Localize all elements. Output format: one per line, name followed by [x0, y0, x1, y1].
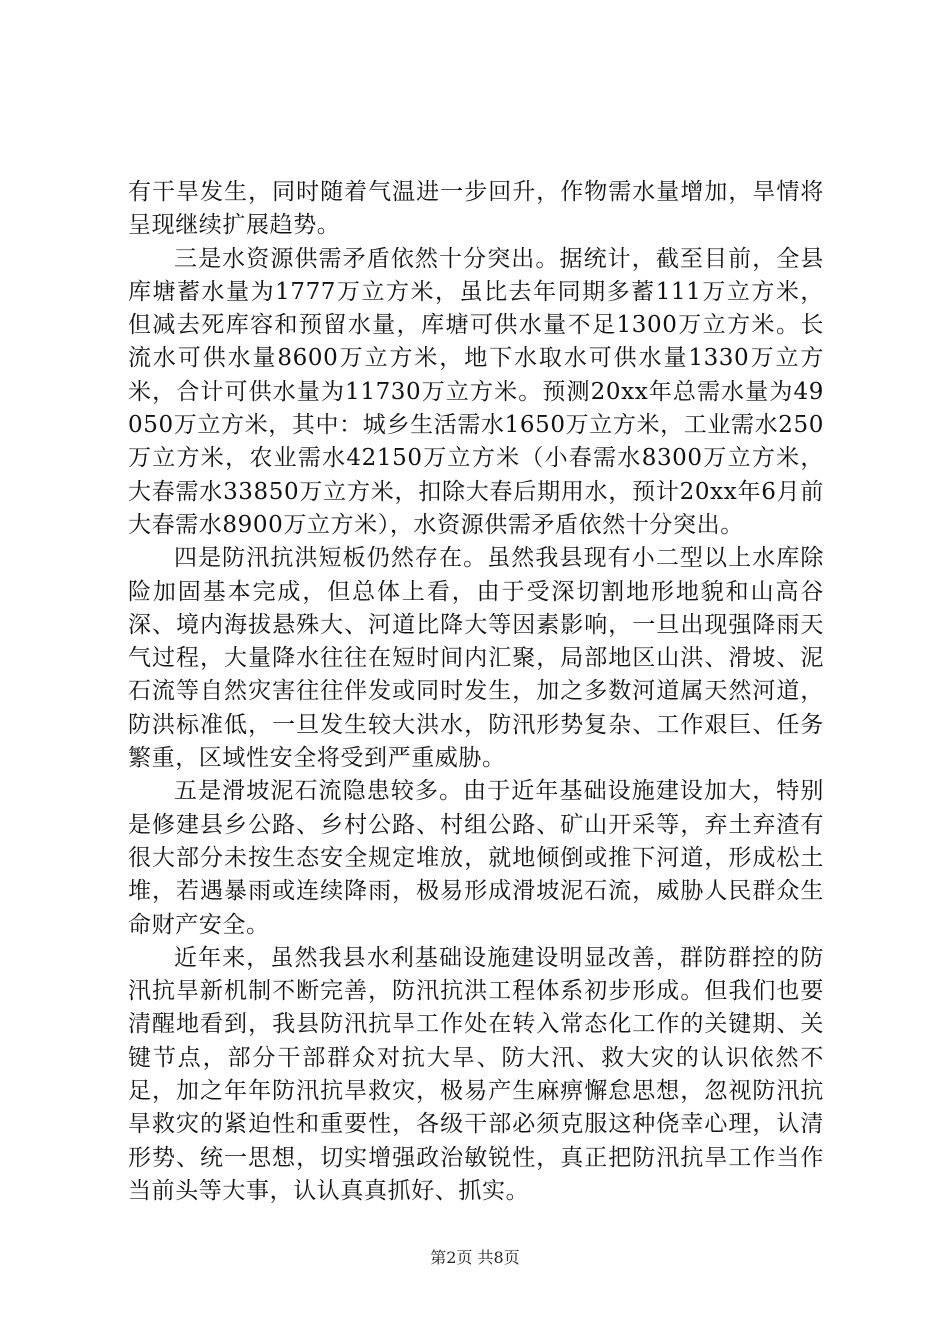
paragraph: 四是防汛抗洪短板仍然存在。虽然我县现有小二型以上水库除险加固基本完成，但总体上看，由于受深切割地形地貌和山高谷深、境内海拔悬殊大、河道比降大等因素影响，一旦出现强降雨天气过程，大量降水往往在短时间内汇聚，局部地区山洪、滑坡、泥石流等自然灾害往往伴发或同时发生，加之多数河道属天然河道，防洪标准低，一旦发生较大洪水，防汛形势复杂、工作艰巨、任务繁重，区域性安全将受到严重威胁。 — [128, 545, 824, 772]
document-body — [128, 176, 824, 1208]
paragraph: 有干旱发生，同时随着气温进一步回升，作物需水量增加，旱情将呈现继续扩展趋势。 — [128, 179, 824, 239]
paragraph: 五是滑坡泥石流隐患较多。由于近年基础设施建设加大，特别是修建县乡公路、乡村公路、村组公路、矿山开采等，弃土弃渣有很大部分未按生态安全规定堆放，就地倾倒或推下河道，形成松土堆，若遇暴雨或连续降雨，极易形成滑坡泥石流，威胁人民群众生命财产安全。 — [128, 778, 824, 938]
paragraph: 三是水资源供需矛盾依然十分突出。据统计，截至目前，全县库塘蓄水量为1777万立方米，虽比去年同期多蓄111万立方米，但减去死库容和预留水量，库塘可供水量不足1300万立方米。长流水可供水量8600万立方米，地下水取水可供水量1330万立方米，合计可供水量为11730万立方米。预测20xx年总需水量为49050万立方米，其中：城乡生活需水1650万立方米，工业需水250万立方米，农业需水42150万立方米（小春需水8300万立方米，大春需水33850万立方米，扣除大春后期用水，预计20xx年6月前大春需水8900万立方米），水资源供需矛盾依然十分突出。 — [128, 245, 824, 538]
paragraph: 近年来，虽然我县水利基础设施建设明显改善，群防群控的防汛抗旱新机制不断完善，防汛抗洪工程体系初步形成。但我们也要清醒地看到，我县防汛抗旱工作处在转入常态化工作的关键期、关键节点，部分干部群众对抗大旱、防大汛、救大灾的认识依然不足，加之年年防汛抗旱救灾，极易产生麻痹懈怠思想，忽视防汛抗旱救灾的紧迫性和重要性，各级干部必须克服这种侥幸心理，认清形势、统一思想，切实增强政治敏锐性，真正把防汛抗旱工作当作当前头等大事，认认真真抓好、抓实。 — [128, 944, 824, 1204]
page-number-footer: 第2页 共8页 — [430, 1248, 520, 1267]
